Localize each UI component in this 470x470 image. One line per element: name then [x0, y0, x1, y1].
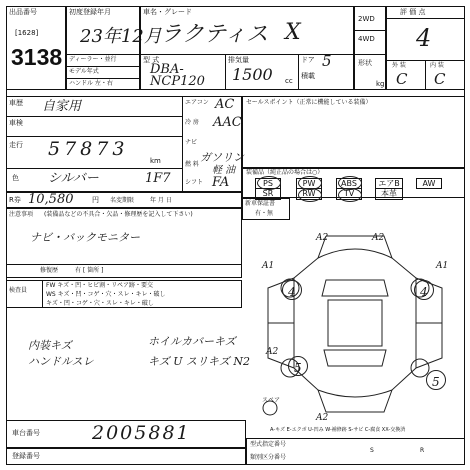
equip-sr: SR [255, 189, 281, 200]
new-value: 有・無 [255, 210, 274, 217]
drive-2wd: 2WD [358, 15, 375, 23]
spare-label: スペア [262, 397, 281, 404]
mark-a1-left: A1 [262, 261, 275, 271]
equip-mark-tv [338, 188, 362, 202]
inspector-label: 検査員 [9, 287, 28, 294]
dealer-label: ディーラー・並行 [69, 56, 117, 63]
mark-5-right: 5 [432, 375, 440, 389]
fuel-type-label: 燃 料 [185, 161, 199, 168]
equip-mark-ps [257, 176, 281, 190]
door-label: ドア [301, 56, 315, 64]
eval-value: 4 [416, 24, 432, 52]
r-label-2: R [420, 447, 425, 454]
equip-aw: AW [416, 178, 442, 189]
cap-label: 積載 [301, 72, 315, 80]
hand-note-2: ハンドルスレ [28, 355, 94, 368]
color-label: 色 [12, 174, 19, 182]
ext-value: C [396, 70, 408, 88]
shaken-label: 車検 [9, 119, 23, 127]
note-sub: (装備品などの不具合・欠品・修理歴を記入して下さい) [44, 211, 193, 218]
mileage-unit: km [150, 157, 161, 165]
lot-code: [1628] [15, 29, 39, 37]
disp-value: 1500 [232, 65, 273, 84]
shape-label: 形状 [358, 59, 372, 67]
mark-a2-top-right: A2 [372, 233, 385, 243]
reg-label: 初度登録年月 [69, 8, 111, 16]
mark-a2-bottom: A2 [316, 413, 329, 423]
mark-circle-4-right [414, 280, 434, 300]
mark-circle-5-right [426, 370, 446, 390]
r-value: 10,580 [28, 192, 74, 207]
type-value: DBA-NCP120 [150, 62, 205, 89]
inspect-row-2: WS キズ・凹・コゲ・穴・スレ・キレ・破し [46, 291, 166, 298]
int-value: C [434, 70, 446, 88]
mark-a2-top-left: A2 [316, 233, 329, 243]
weight-unit: kg [376, 80, 385, 88]
inspect-row-1: FW キズ・凹・ヒビ割・リペア跡・要交 [46, 282, 154, 289]
name-value: ラクティス [160, 22, 269, 47]
drive-4wd: 4WD [358, 35, 375, 43]
grade-value: X [285, 20, 301, 45]
lot-label: 出品番号 [9, 8, 37, 16]
r-label: R券 [9, 196, 21, 204]
equip-ps: PS [255, 178, 281, 189]
nav-value: ガソリン [200, 151, 244, 164]
repair-label: 修復歴 [40, 267, 59, 274]
mark-a2-mid: A2 [266, 347, 279, 357]
s-label: S [370, 447, 374, 454]
note-value: ナビ・バックモニター [30, 231, 140, 244]
nav-label: ナビ [185, 139, 198, 146]
chassis-value: 2005881 [92, 422, 191, 444]
inspect-row-3: キズ・凹・コゲ・穴・スレ・キレ・破し [46, 300, 154, 307]
shift-value: FA [212, 175, 230, 190]
equip-mark-rw [298, 188, 322, 202]
disp-unit: cc [285, 77, 293, 85]
color-code: 1F7 [145, 171, 171, 186]
int-label: 内 装 [430, 62, 444, 69]
use-value: 自家用 [42, 99, 82, 114]
reg-value: 23年12月 [80, 26, 162, 47]
new-label: 新車保証書 [245, 200, 276, 207]
class-label: 類別区分番号 [250, 454, 287, 461]
hand-note-1: 内装キズ [28, 339, 72, 352]
mileage-label: 走行 [9, 141, 23, 149]
mileage-value: 57873 [48, 138, 129, 160]
sell-label: セールスポイント（正常に機能している装備） [246, 99, 372, 106]
mark-4-left: 4 [288, 285, 296, 299]
lot-number: 3138 [11, 44, 63, 70]
handle-label: ハンドル 左・右 [69, 80, 113, 87]
equip-abs: ABS [336, 178, 362, 189]
chassis-label: 車台番号 [12, 429, 40, 437]
form-label: 型式指定番号 [250, 441, 287, 448]
equip-rw: RW [296, 189, 322, 200]
hand-note-4: キズ U スリキズ N2 [148, 355, 250, 368]
fuel-type-value: 軽 油 [212, 165, 236, 176]
sales-box [242, 96, 465, 168]
equip-airbag: エアB [375, 178, 403, 189]
name-label: 車名・グレード [143, 8, 192, 16]
ac-label: エアコン [185, 99, 209, 106]
cool-value: AAC [213, 115, 242, 130]
equip-leather: 本革 [375, 189, 403, 200]
note-label: 注意事項 [9, 211, 34, 218]
disp-label: 排気量 [228, 56, 249, 64]
mark-4-right: 4 [420, 285, 428, 299]
repair-value: 有 [ 箇所 ] [75, 267, 104, 274]
r-unit: 円 [92, 196, 99, 204]
ext-label: 外 装 [392, 62, 406, 69]
mark-5-left: 5 [294, 361, 302, 375]
mark-a1-right: A1 [436, 261, 449, 271]
model-code-label: モデル年式 [69, 68, 99, 75]
footer-legend: A-キズ E-エクボ U-凹み W-補修跡 S-サビ C-腐食 XX-交換済 [270, 427, 406, 433]
hand-note-3: ホイルカバーキズ [148, 335, 236, 348]
mod-value: 年 月 日 [150, 197, 172, 204]
eval-label: 評 価 点 [400, 8, 426, 16]
ac-value: AC [215, 97, 235, 112]
equip-tv: TV [336, 189, 362, 200]
shift-label: シフト [185, 179, 204, 186]
type-label: 型 式 [143, 56, 160, 64]
reg-no-label: 登録番号 [12, 452, 40, 460]
color-value: シルバー [48, 171, 99, 186]
door-value: 5 [322, 52, 332, 70]
mark-circle-4-left [282, 280, 302, 300]
cool-label: 冷 房 [185, 119, 199, 126]
mod-label: 名変期限 [110, 197, 135, 204]
equip-pw: PW [296, 178, 322, 189]
mark-circle-5-left [288, 356, 308, 376]
reg-no-box [6, 448, 246, 465]
use-label: 車歴 [9, 99, 23, 107]
equip-label: 装備品（純正品の場合は○） [246, 169, 324, 176]
